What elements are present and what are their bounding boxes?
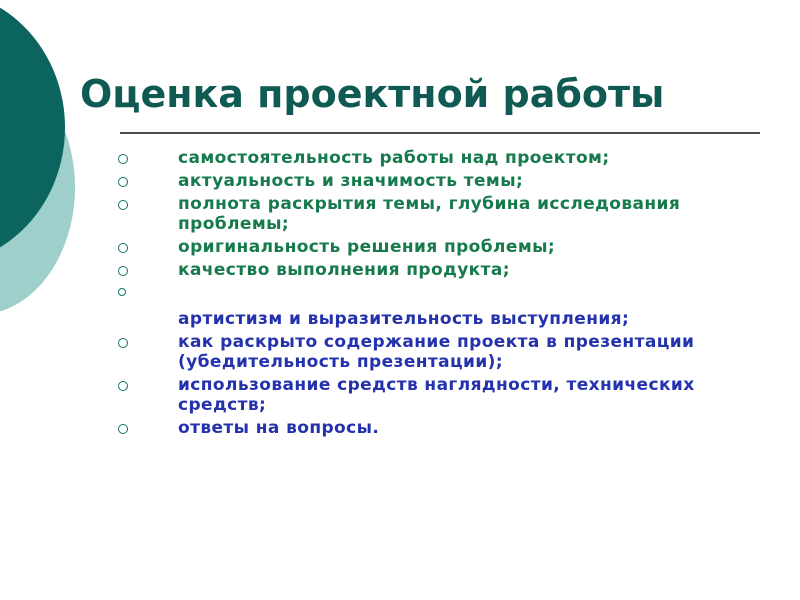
list-item-text: полнота раскрытия темы, глубина исследования проблемы; — [178, 194, 681, 234]
list-item-text: ответы на вопросы. — [178, 418, 380, 438]
list-item-empty — [118, 283, 758, 309]
list-item — [118, 148, 758, 168]
bullet-circle-icon — [118, 288, 126, 296]
list-item-text: самостоятельность работы над проектом; — [178, 148, 610, 168]
bullet-circle-icon — [118, 177, 128, 187]
list-item — [118, 418, 758, 438]
list-item-text: артистизм и выразительность выступления; — [178, 309, 630, 329]
list-item — [118, 194, 758, 234]
list-item-text: как раскрыто содержание проекта в презентации (убедительность презентации); — [178, 332, 695, 372]
slide-title: Оценка проектной работы — [80, 72, 665, 116]
list-item — [118, 332, 758, 372]
bullet-circle-icon — [118, 424, 128, 434]
list-item — [118, 375, 758, 415]
bullet-circle-icon — [118, 338, 128, 348]
bullet-circle-icon — [118, 243, 128, 253]
bullet-circle-icon — [118, 381, 128, 391]
bullet-circle-icon — [118, 266, 128, 276]
title-divider — [120, 132, 760, 134]
bullet-circle-icon — [118, 200, 128, 210]
list-item — [118, 260, 758, 280]
list-item — [118, 171, 758, 191]
list-item — [118, 237, 758, 257]
criteria-list — [118, 148, 758, 441]
list-item-text: оригинальность решения проблемы; — [178, 237, 556, 257]
list-item-text: качество выполнения продукта; — [178, 260, 510, 280]
list-item-text: актуальность и значимость темы; — [178, 171, 524, 191]
list-item-text: использование средств наглядности, технических средств; — [178, 375, 695, 415]
list-item — [118, 309, 758, 329]
bullet-circle-icon — [118, 154, 128, 164]
